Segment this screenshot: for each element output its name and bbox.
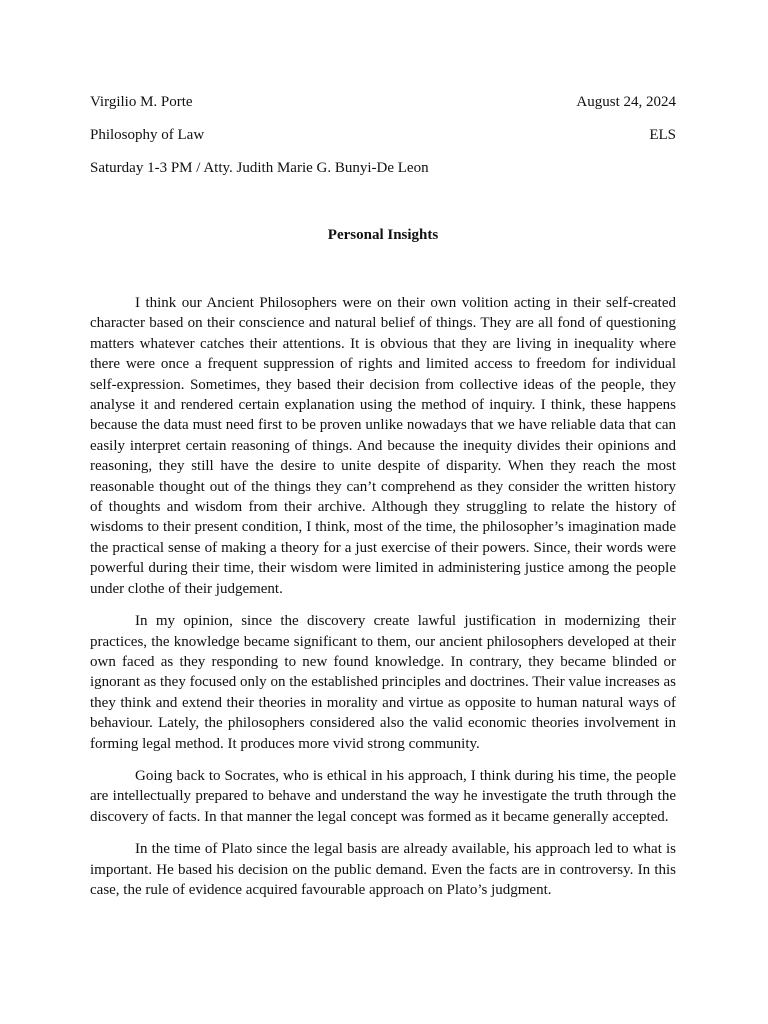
document-body	[90, 293, 676, 900]
paragraph-3: Going back to Socrates, who is ethical in his approach, I think during his time, the people are intellectually prepared to behave and understand the way he investigate the truth through the discovery of facts. In that manner the legal concept was formed as it became generally accepted.	[90, 767, 676, 825]
document-title: Personal Insights	[327, 227, 439, 243]
course-name: Philosophy of Law	[90, 127, 205, 143]
class-schedule: Saturday 1-3 PM / Atty. Judith Marie G. Bunyi-De Leon	[90, 160, 429, 176]
header-row-course-program	[90, 126, 676, 144]
paragraph-4: In the time of Plato since the legal basis are already available, his approach led to what is important. He based his decision on the public demand. Even the facts are in controversy. In this case, the rule of evidence acquired favourable approach on Plato’s judgment.	[90, 841, 676, 898]
header-row-schedule	[90, 159, 676, 177]
paragraph-1: I think our Ancient Philosophers were on their own volition acting in their self-created character based on their conscience and natural belief of things. They are all fond of questioning matters whatever catches their attentions. It is obvious that they are living in inequality where there were once a frequent suppression of rights and limited access to freedom for individual self-expression. Sometimes, they based their decision from collective ideas of the people, they analyse it and rendered certain explanation using the method of inquiry. I think, these happens because the data must need first to be proven unlike nowadays that we have reliable data that can easily interpret certain reasoning of things. And because the inequity divides their opinions and reasoning, they still have the desire to unite despite of disparity. When they reach the most reasonable thought out of the things they can’t comprehend as they consider the written history of thoughts and wisdom from their archive. Although they struggling to relate the history of wisdoms to their present condition, I think, most of the time, the philosopher’s imagination made the practical sense of making a theory for a just exercise of their powers. Since, their words were powerful during their time, their wisdom were limited in administering justice among the people under clothe of their judgement.	[90, 295, 676, 597]
paragraph-2: In my opinion, since the discovery create lawful justification in modernizing their practices, the knowledge became significant to them, our ancient philosophers developed at their own faced as they responding to new found knowledge. In contrary, they became blinded or ignorant as they focused only on the established principles and doctrines. Their value increases as they think and extend their theories in morality and virtue as opposite to human natural ways of behaviour. Lately, the philosophers considered also the valid economic theories involvement in forming legal method. It produces more vivid strong community.	[90, 613, 676, 752]
author-name: Virgilio M. Porte	[90, 94, 193, 110]
document-date: August 24, 2024	[576, 94, 676, 110]
program-name: ELS	[649, 127, 676, 143]
header-row-author-date	[90, 93, 676, 111]
